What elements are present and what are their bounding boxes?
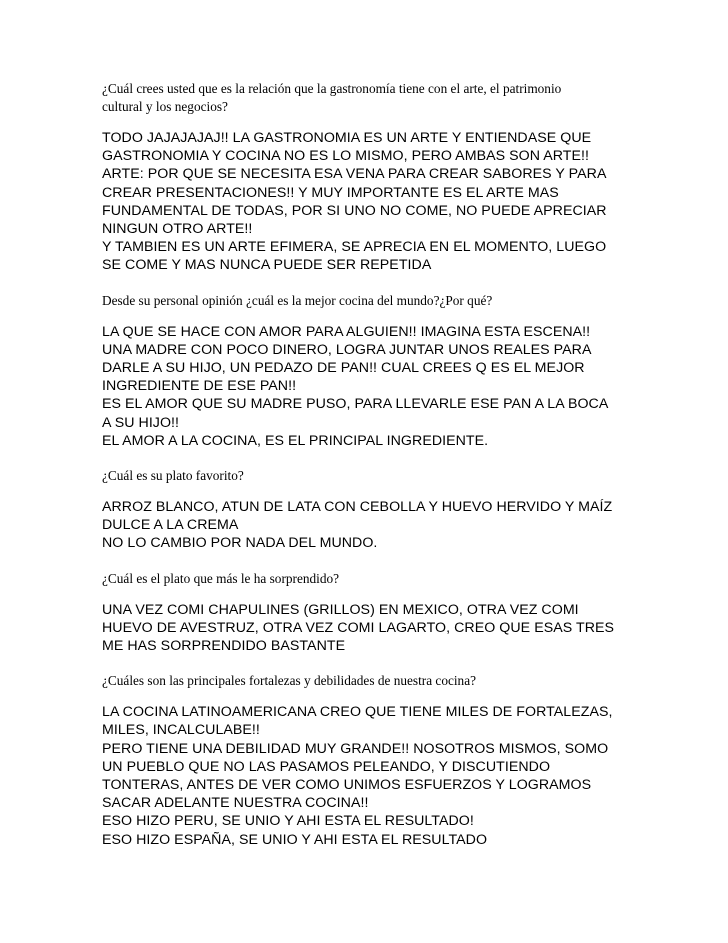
answer-2: LA QUE SE HACE CON AMOR PARA ALGUIEN!! IMAGINA ESTA ESCENA!! UNA MADRE CON POCO DINERO, LOGRA JUNTAR UNOS REALES PARA DARLE A SU HIJO, UN PEDAZO DE PAN!! CUAL CREES Q ES EL MEJOR INGREDIENTE DE ESE PAN!! ES EL AMOR QUE SU MADRE PUSO, PARA LLEVARLE ESE PAN A LA BOCA A SU HIJO!! EL AMOR A LA COCINA, ES EL PRINCIPAL INGREDIENTE.	[102, 323, 609, 449]
answer-1: TODO JAJAJAJAJ!! LA GASTRONOMIA ES UN ARTE Y ENTIENDASE QUE GASTRONOMIA Y COCINA NO ES LO MISMO, PERO AMBAS SON ARTE!! ARTE: POR QUE SE NECESITA ESA VENA PARA CREAR SABORES Y PARA CREAR PRESENTACIONES!! Y MUY IMPORTANTE ES EL ARTE MAS FUNDAMENTAL DE TODAS, POR SI UNO NO COME, NO PUEDE APRECIAR NINGUN OTRO ARTE!! Y TAMBIEN ES UN ARTE EFIMERA, SE APRECIA EN EL MOMENTO, LUEGO SE COME Y MAS NUNCA PUEDE SER REPETIDA	[102, 130, 607, 274]
document-body	[102, 80, 642, 866]
question-2: Desde su personal opinión ¿cuál es la mejor cocina del mundo?¿Por qué?	[102, 292, 493, 308]
answer-3: ARROZ BLANCO, ATUN DE LATA CON CEBOLLA Y HUEVO HERVIDO Y MAÍZ DULCE A LA CREMA NO LO CAMBIO POR NADA DEL MUNDO.	[102, 499, 613, 552]
question-1: ¿Cuál crees usted que es la relación que la gastronomía tiene con el arte, el patrimonio cultural y los negocios?	[102, 81, 562, 114]
question-5: ¿Cuáles son las principales fortalezas y debilidades de nuestra cocina?	[102, 673, 477, 689]
answer-5: LA COCINA LATINOAMERICANA CREO QUE TIENE MILES DE FORTALEZAS, MILES, INCALCULABE!! PERO TIENE UNA DEBILIDAD MUY GRANDE!! NOSOTROS MISMOS, SOMO UN PUEBLO QUE NO LAS PASAMOS PELEANDO, Y DISCUTIENDO TONTERAS, ANTES DE VER COMO UNIMOS ESFUERZOS Y LOGRAMOS SACAR ADELANTE NUESTRA COCINA!! ESO HIZO PERU, SE UNIO Y AHI ESTA EL RESULTADO! ESO HIZO ESPAÑA, SE UNIO Y AHI ESTA EL RESULTADO	[102, 704, 613, 848]
answer-4: UNA VEZ COMI CHAPULINES (GRILLOS) EN MEXICO, OTRA VEZ COMI HUEVO DE AVESTRUZ, OTRA VEZ COMI LAGARTO, CREO QUE ESAS TRES ME HAS SORPRENDIDO BASTANTE	[102, 601, 615, 655]
question-3: ¿Cuál es su plato favorito?	[102, 468, 244, 484]
question-4: ¿Cuál es el plato que más le ha sorprendido?	[102, 570, 340, 586]
